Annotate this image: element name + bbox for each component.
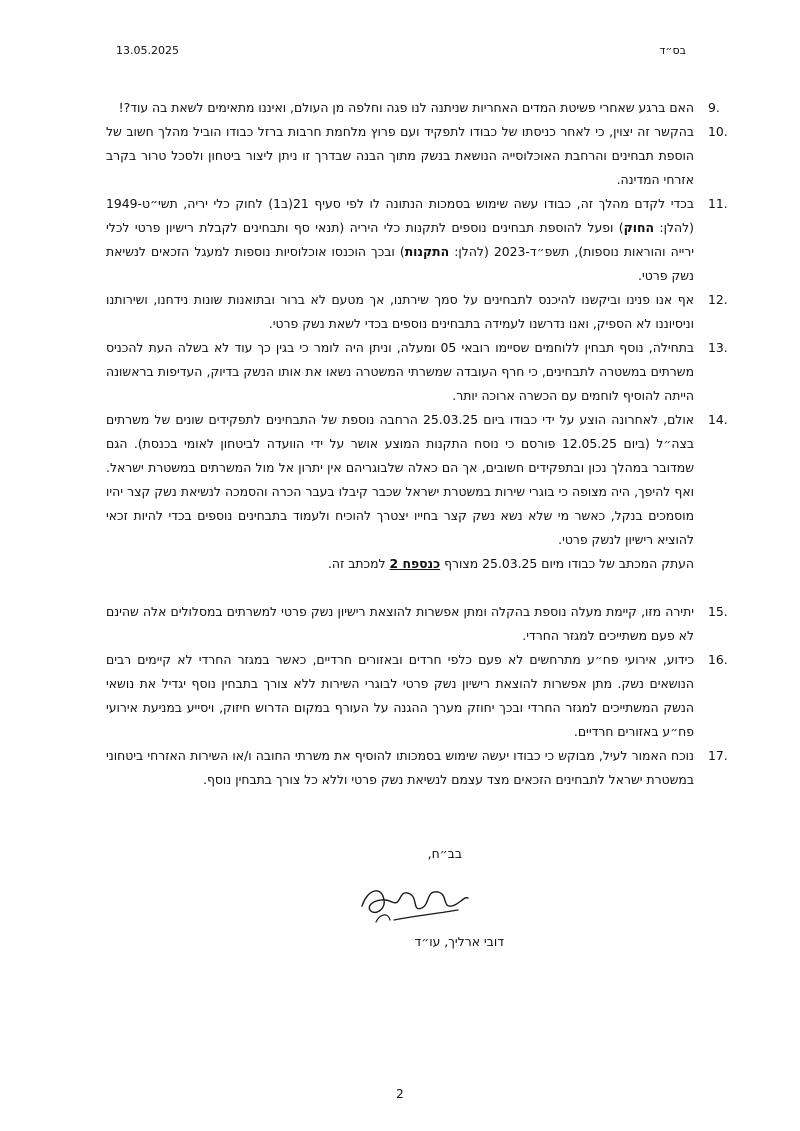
paragraph-17 xyxy=(106,744,728,792)
page-number: 2 xyxy=(396,1087,404,1101)
paragraph-number: 17. xyxy=(708,748,728,763)
paragraph-number: 10. xyxy=(708,124,728,139)
paragraph-text: האם ברגע שאחרי פשיטת המדים האחריות שניתנה לנו פגה וחלפה מן העולם, ואיננו מתאימים לשאת בה עוד?! xyxy=(118,100,694,115)
annex-note-text: העתק המכתב של כבודו מיום 25.03.25 מצורף xyxy=(440,556,694,571)
letter-body xyxy=(106,96,728,792)
paragraph-16 xyxy=(106,648,728,744)
paragraph-15 xyxy=(106,600,728,648)
paragraph-9 xyxy=(106,96,720,120)
letter-date: 13.05.2025 xyxy=(116,44,179,57)
bsd-mark: בס״ד xyxy=(659,44,686,57)
paragraph-text: אף אנו פנינו וביקשנו להיכנס לתבחינים על סמך שירתנו, אך מטעם לא ברור ובתואנות שונות נידחנו, ושירותנו וניסיוננו לא הספיק, ואנו נדרשנו לעמידה בתבחינים נוספים בכדי לשאת נשק פרטי. xyxy=(106,292,694,331)
paragraph-text: נוכח האמור לעיל, מבוקש כי כבודו יעשה שימוש בסמכותו להוסיף את משרתי החובה ו/או השירות האזרחי ביטחוני במשטרת ישראל לתבחינים הזכאים מצד עצמם לנשיאת נשק פרטי וללא כל צורך בתבחין נוסף. xyxy=(106,748,694,787)
paragraph-text: בתחילה, נוסף תבחין ללוחמים שסיימו רובאי 05 ומעלה, וניתן היה לומר כי בגין כך עוד לא בשלה העת להכניס משרתים במשטרה לתבחינים, כי חרף העובדה שמשרתי המשטרה נשאו את אותו הנשק בדיוק, העדיפות בראשונה הייתה להוסיף לוחמים עם הכשרה ארוכה יותר. xyxy=(106,340,695,403)
defined-term-regulations: התקנות xyxy=(404,244,450,259)
closing-greeting: בב״ח, xyxy=(427,846,462,861)
annex-reference: כנספח 2 xyxy=(389,556,441,571)
paragraph-10 xyxy=(106,120,728,192)
paragraph-12 xyxy=(106,288,728,336)
paragraph-number: 11. xyxy=(708,196,728,211)
paragraph-14 xyxy=(106,408,728,552)
paragraph-text: יתירה מזו, קיימת מעלה נוספת בהקלה ומתן אפשרות להוצאת רישיון נשק פרטי למשרתים במסלולים אלה שהינם לא פעם משתייכים למגזר החרדי. xyxy=(106,604,694,643)
paragraph-text-part: ) ובכך הוכנסו אוכלוסיות נוספות למעגל הזכאים לנשיאת נשק פרטי. xyxy=(106,244,694,283)
defined-term-law: החוק xyxy=(623,220,654,235)
signature-block xyxy=(354,876,504,960)
paragraph-number: 14. xyxy=(708,412,728,427)
paragraph-number: 16. xyxy=(708,652,728,667)
signer-name: דובי ארליך, עו״ד xyxy=(414,934,504,949)
annex-note xyxy=(106,552,706,576)
paragraph-number: 15. xyxy=(708,604,728,619)
paragraph-number: 9. xyxy=(708,100,720,115)
paragraph-text: בהקשר זה יצוין, כי לאחר כניסתו של כבודו לתפקיד ועם פרוץ מלחמת חרבות ברזל כבודו הוביל מהלך חשוב של הוספת תבחינים והרחבת האוכלוסייה הנושאת בנשק מתוך הבנה שבדרך זו ניתן ליצור ביטחון ולסכל טרור בקרב אזרחי המדינה. xyxy=(106,124,694,187)
paragraph-text: כידוע, אירועי פח״ע מתרחשים לא פעם כלפי חרדים ובאזורים חרדיים, כאשר במגזר החרדי לא קיימים רבים הנושאים נשק. מתן אפשרות להוצאת רישיון נשק פרטי לבוגרי השירות ללא צורך בתבחין נוסף יגדיל את נושאי הנשק המשתייכים למגזר החרדי ובכך יחוזק מערך ההגנה על העורף במקום הדרוש חיזוק, ויסייע במניעת אירועי פח״ע באזורים חרדיים. xyxy=(106,652,694,739)
paragraph-11 xyxy=(106,192,728,288)
paragraph-number: 13. xyxy=(708,340,728,355)
handwritten-signature-icon xyxy=(354,876,474,936)
page-header xyxy=(116,44,686,57)
paragraph-text-part: בכדי לקדם מהלך זה, כבודו עשה שימוש בסמכות הנתונה לו לפי סעיף 21(ב1) לחוק כלי יריה, תשי״ט-1949 (להלן: xyxy=(106,196,694,235)
paragraph-text-part: ) ופעל להוספת תבחינים נוספים לתקנות כלי היריה (תנאי סף ותבחינים לקבלת רישיון פרטי לכלי ירייה והוראות נוספות), תשפ״ד-2023 (להלן: xyxy=(106,220,694,259)
paragraph-text: אולם, לאחרונה הוצע על ידי כבודו ביום 25.03.25 הרחבה נוספת של התבחינים לתפקידים שונים של משרתים בצה״ל (ביום 12.05.25 פורסם כי נוסח התקנות המוצע אושר על ידי הוועדה לביטחון לאומי בכנסת). הגם שמדובר במהלך נכון ובתפקידים חשובים, אך הם כאלה שלבוגריהם אין יתרון אל מול המשרתים במשטרת ישראל. ואף להיפך, היה מצופה כי בוגרי שירות במשטרת ישראל שכבר קיבלו בעבר הכרה והסמכה לנשיאת נשק קצר יהיו מוסמכים בנקל, כאשר מי שלא נשא נשק קצר בחייו יצטרך להוכיח ולעמוד בתבחינים נוספים בכדי להיות זכאי להוציא רישיון לנשק פרטי. xyxy=(106,412,694,547)
paragraph-number: 12. xyxy=(708,292,728,307)
blank-line xyxy=(106,576,706,600)
paragraph-13 xyxy=(106,336,728,408)
annex-note-text: למכתב זה. xyxy=(327,556,390,571)
